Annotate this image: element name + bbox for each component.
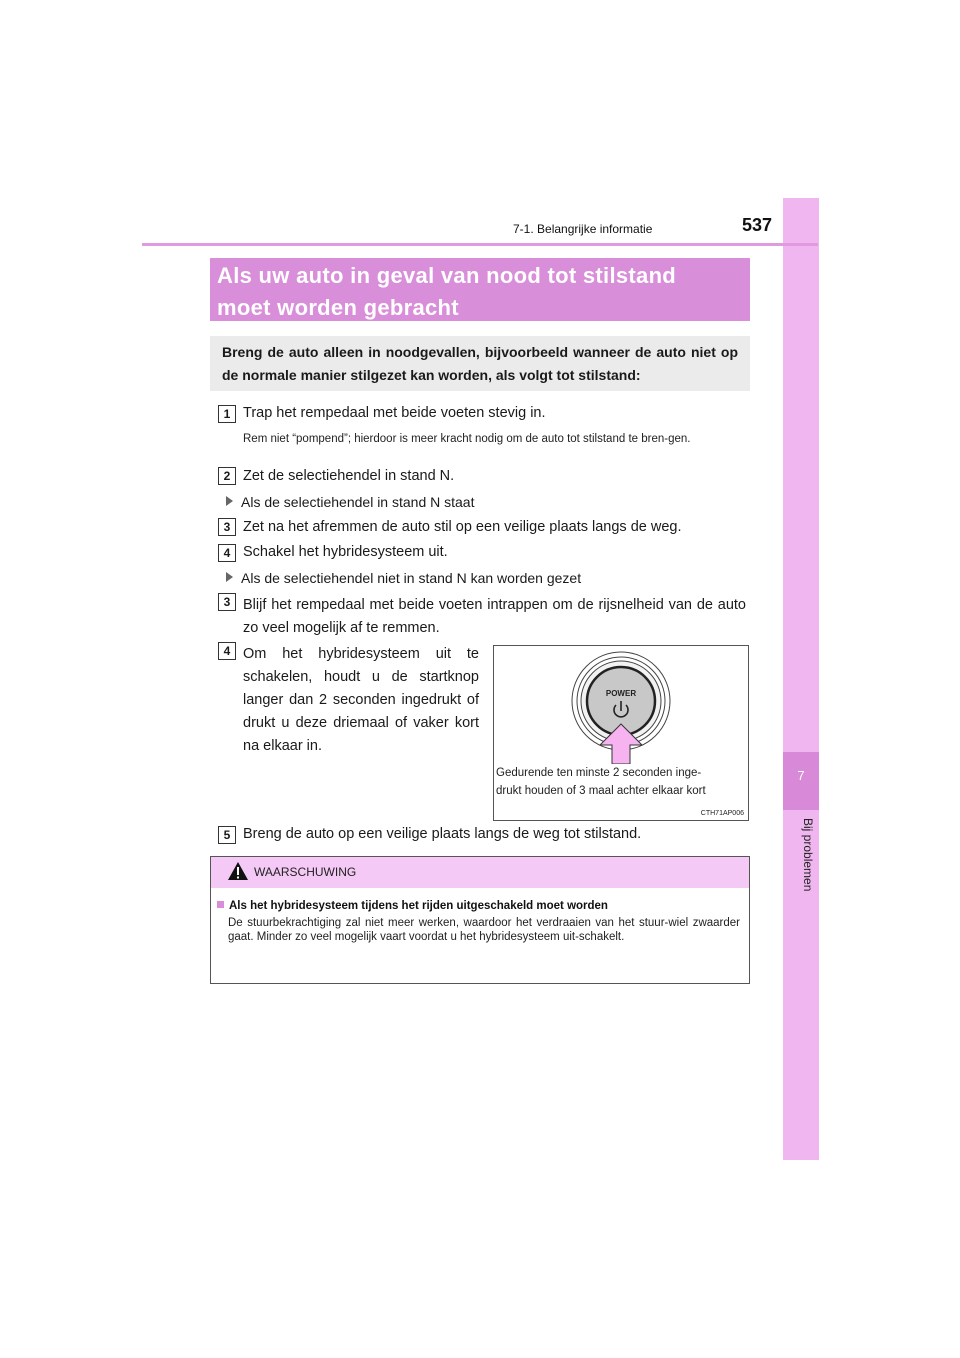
intro-box <box>210 336 750 391</box>
step-number: 4 <box>218 642 236 660</box>
step-number: 3 <box>218 518 236 536</box>
section-title: 7-1. Belangrijke informatie <box>513 222 653 236</box>
step-text: Om het hybridesysteem uit te schakelen, houdt u de startknop langer dan 2 seconden ingedrukt of drukt u deze driemaal of vaker kort na elkaar in. <box>243 646 479 754</box>
square-bullet-icon <box>217 901 224 908</box>
warning-text: De stuurbekrachtiging zal niet meer werken, waardoor het verdraaien van het stuur-wiel zwaarder gaat. Minder zo veel mogelijk vaart voordat u het hybridesysteem uit-schakelt. <box>228 917 740 943</box>
case-heading-in-n <box>226 494 474 510</box>
case-text: Als de selectiehendel niet in stand N kan worden gezet <box>241 570 582 586</box>
chapter-number-tab <box>783 752 819 810</box>
side-chapter-tab <box>783 198 819 1160</box>
step-text: Schakel het hybridesysteem uit. <box>243 544 448 560</box>
header-divider <box>142 243 818 246</box>
warning-box <box>210 856 750 984</box>
page-title-line2: moet worden gebracht <box>217 295 459 320</box>
case-text: Als de selectiehendel in stand N staat <box>241 494 475 510</box>
step-text: Zet na het afremmen de auto stil op een veilige plaats langs de weg. <box>243 519 682 535</box>
chapter-label: Bij problemen <box>801 818 815 892</box>
warning-triangle-icon <box>227 861 249 881</box>
intro-text: Breng de auto alleen in noodgevallen, bijvoorbeeld wanneer de auto niet op de normale manier stilgezet kan worden, als volgt tot stilstand: <box>222 344 738 383</box>
step-number: 1 <box>218 405 236 423</box>
figure-caption-line2: drukt houden of 3 maal achter elkaar kort <box>496 785 706 797</box>
warning-title-text: Als het hybridesysteem tijdens het rijden uitgeschakeld moet worden <box>229 900 608 912</box>
page-number: 537 <box>742 215 773 235</box>
warning-header <box>211 857 749 888</box>
step-number: 5 <box>218 826 236 844</box>
step-text: Zet de selectiehendel in stand N. <box>243 468 455 484</box>
step-note: Rem niet “pompend”; hierdoor is meer kracht nodig om de auto tot stilstand te bren-gen. <box>243 433 691 445</box>
step-text: Trap het rempedaal met beide voeten stevig in. <box>243 405 546 421</box>
step-number: 3 <box>218 593 236 611</box>
triangle-bullet-icon <box>226 496 233 506</box>
chapter-number: 7 <box>797 768 805 783</box>
power-button-figure <box>493 645 749 821</box>
step-text: Breng de auto op een veilige plaats langs de weg tot stilstand. <box>243 826 642 842</box>
step-number: 4 <box>218 544 236 562</box>
page-title-line1: Als uw auto in geval van nood tot stilstand <box>217 263 677 288</box>
case-heading-not-in-n <box>226 570 581 586</box>
step-text: Blijf het rempedaal met beide voeten intrappen om de rijsnelheid van de auto zo veel mogelijk af te remmen. <box>243 597 746 636</box>
warning-title <box>217 900 608 912</box>
triangle-bullet-icon <box>226 572 233 582</box>
warning-label: WAARSCHUWING <box>254 865 357 879</box>
power-label: POWER <box>605 689 637 698</box>
figure-code: CTH71AP006 <box>700 810 744 817</box>
power-button-icon <box>494 646 748 764</box>
figure-caption <box>496 764 748 800</box>
figure-caption-line1: Gedurende ten minste 2 seconden inge- <box>496 767 702 779</box>
step-number: 2 <box>218 467 236 485</box>
page-title <box>210 258 750 321</box>
